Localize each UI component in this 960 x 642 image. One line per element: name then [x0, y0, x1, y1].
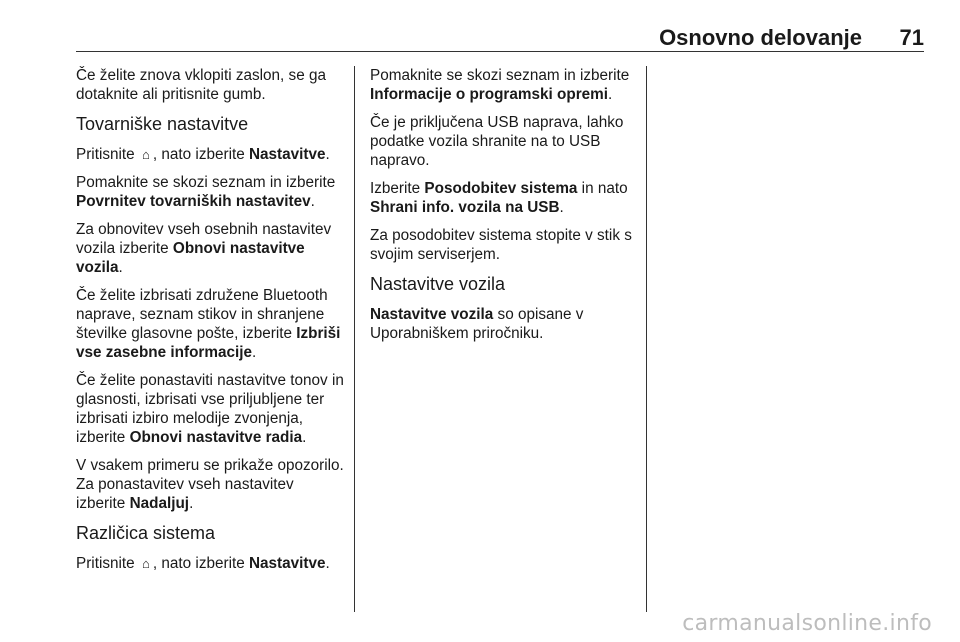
- text: Pomaknite se skozi seznam in izberite: [76, 174, 336, 191]
- paragraph: Za posodobitev sistema stopite v stik s svojim serviserjem.: [370, 227, 632, 263]
- text: , nato izberite: [152, 555, 249, 572]
- paragraph: Če je priključena USB naprava, lahko podatke vozila shranite na to USB napravo.: [370, 114, 624, 169]
- text: .: [252, 344, 257, 361]
- text: .: [559, 199, 564, 216]
- menu-item-name: Izbriši vse zasebne informacije: [76, 325, 341, 361]
- middle-column: [370, 66, 636, 352]
- text: Pritisnite: [76, 555, 139, 572]
- text: , nato izberite: [152, 146, 249, 163]
- menu-item-name: Posodobitev sistema: [424, 180, 578, 197]
- text: Pomaknite se skozi seznam in izberite: [370, 67, 630, 84]
- paragraph: [76, 286, 346, 362]
- menu-item-name: Obnovi nastavitve vozila: [76, 240, 305, 276]
- paragraph: [370, 179, 636, 217]
- menu-item-name: Nastavitve vozila: [370, 306, 494, 323]
- text: Če želite ponastaviti nastavitve tonov in glasnosti, izbrisati vse priljubljene ter izbrisati izbiro melodije zvonjenja, izberite: [76, 372, 344, 446]
- section-heading-vehicle-settings: Nastavitve vozila: [370, 274, 506, 294]
- menu-item-name: Povrnitev tovarniških nastavitev: [76, 193, 311, 210]
- paragraph: [76, 371, 346, 447]
- home-icon: ⌂: [141, 147, 150, 162]
- section-heading-system-version: Različica sistema: [76, 523, 216, 543]
- text: .: [302, 429, 307, 446]
- menu-item-name: Informacije o programski opremi: [370, 86, 609, 103]
- menu-item-name: Nadaljuj: [129, 495, 190, 512]
- paragraph: [76, 456, 346, 513]
- menu-item-name: Nastavitve: [249, 555, 326, 572]
- text: Če želite izbrisati združene Bluetooth naprave, seznam stikov in shranjene številke glasovne pošte, izberite: [76, 287, 328, 342]
- column-divider-right: [646, 66, 647, 612]
- paragraph: [76, 173, 346, 211]
- menu-item-name: Nastavitve: [249, 146, 326, 163]
- page-number: 71: [899, 25, 924, 50]
- paragraph: [370, 66, 636, 104]
- paragraph: [76, 145, 346, 164]
- home-icon: ⌂: [141, 556, 150, 571]
- text: .: [608, 86, 613, 103]
- text: .: [118, 259, 123, 276]
- paragraph: [76, 554, 346, 573]
- paragraph: [370, 305, 636, 343]
- header-divider: [76, 51, 924, 52]
- watermark-text: carmanualsonline.info: [682, 611, 932, 636]
- text: in nato: [577, 180, 628, 197]
- paragraph: [76, 220, 346, 277]
- section-heading-factory-settings: Tovarniške nastavitve: [76, 114, 249, 134]
- menu-item-name: Obnovi nastavitve radia: [129, 429, 303, 446]
- page-title: Osnovno delovanje: [659, 25, 862, 50]
- text: .: [189, 495, 194, 512]
- page-header: [76, 26, 924, 50]
- text: so opisane v Uporabniškem priročniku.: [370, 306, 584, 342]
- text: Pritisnite: [76, 146, 139, 163]
- text: Za obnovitev vseh osebnih nastavitev vozila izberite: [76, 221, 332, 257]
- text: Izberite: [370, 180, 425, 197]
- paragraph: Če želite znova vklopiti zaslon, se ga dotaknite ali pritisnite gumb.: [76, 67, 326, 103]
- text: .: [310, 193, 315, 210]
- menu-item-name: Shrani info. vozila na USB: [370, 199, 560, 216]
- text: .: [325, 146, 330, 163]
- text: .: [325, 555, 330, 572]
- left-column: [76, 66, 346, 582]
- text: V vsakem primeru se prikaže opozorilo. Za ponastavitev vseh nastavitev izberite: [76, 457, 344, 512]
- column-divider-left: [354, 66, 355, 612]
